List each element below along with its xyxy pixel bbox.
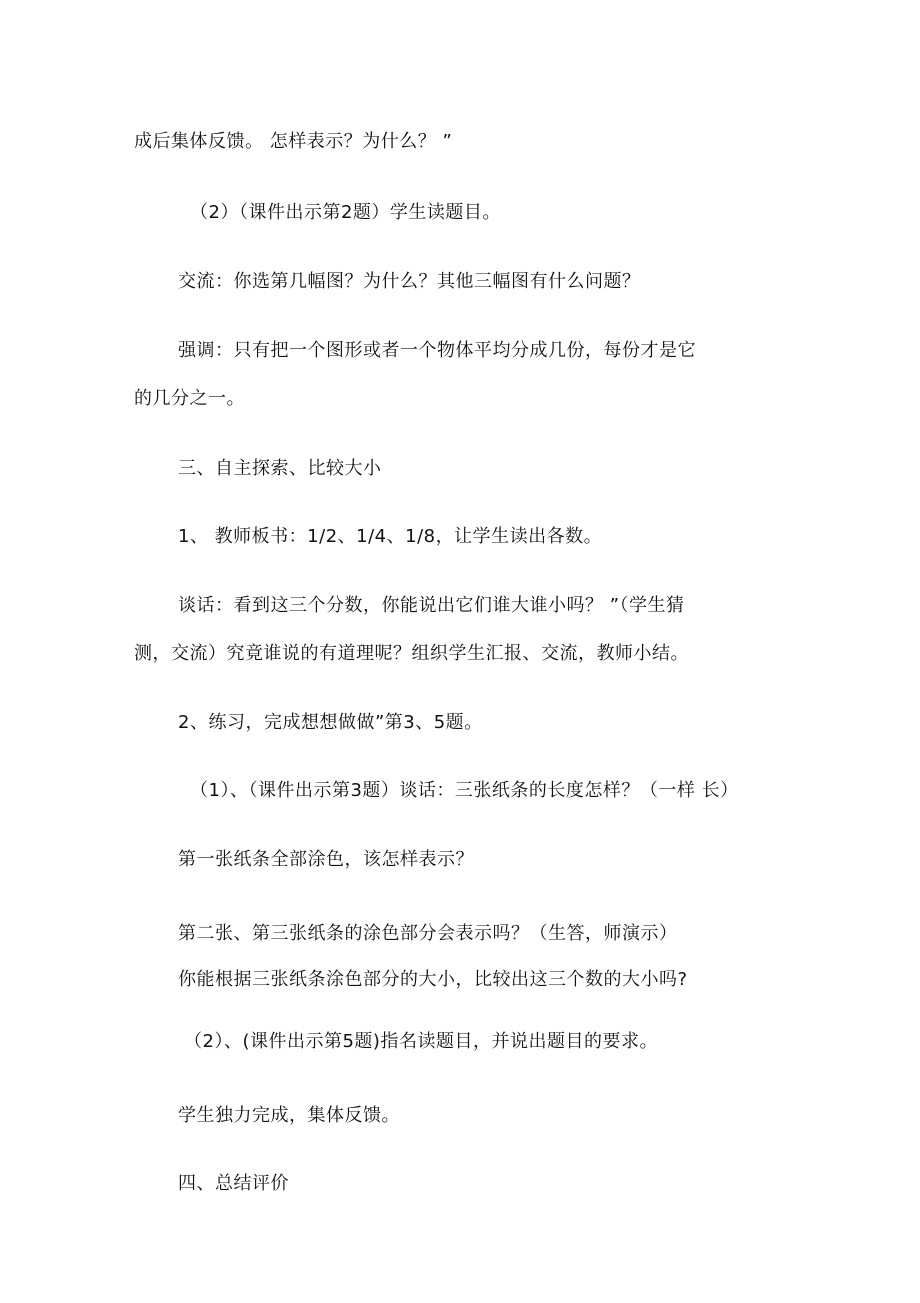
text-line-strip23: 第二张、第三张纸条的涂色部分会表示吗？（生答，师演示） xyxy=(178,923,678,944)
text-line-q1: （1）、（课件出示第3题）谈话：三张纸条的长度怎样？（一样 长） xyxy=(190,780,739,801)
text-line-q5: （2）、(课件出示第5题)指名读题目，并说出题目的要求。 xyxy=(184,1031,658,1052)
text-line-talk-cont: 测，交流）究竟谁说的有道理呢？组织学生汇报、交流，教师小结。 xyxy=(134,643,689,664)
section-heading-4: 四、总结评价 xyxy=(178,1173,289,1194)
text-line-independent: 学生独力完成，集体反馈。 xyxy=(178,1105,400,1126)
text-line-compare: 你能根据三张纸条涂色部分的大小，比较出这三个数的大小吗? xyxy=(178,969,688,990)
text-line-practice: 2、练习，完成想想做做”第3、5题。 xyxy=(178,712,483,733)
text-line-feedback: 成后集体反馈。 怎样表示？为什么？ ” xyxy=(134,131,453,152)
text-line-talk: 谈话：看到这三个分数，你能说出它们谁大谁小吗？ ”（学生猜 xyxy=(178,595,685,616)
section-heading-3: 三、自主探索、比较大小 xyxy=(178,458,382,479)
text-line-emphasis-cont: 的几分之一。 xyxy=(134,388,245,409)
text-line-board: 1、 教师板书：1/2、1/4、1/8，让学生读出各数。 xyxy=(178,526,603,547)
text-line-discuss: 交流：你选第几幅图？为什么？其他三幅图有什么问题？ xyxy=(178,271,641,292)
text-line-q2: （2）（课件出示第2题）学生读题目。 xyxy=(190,202,501,223)
text-line-emphasis: 强调：只有把一个图形或者一个物体平均分成几份，每份才是它 xyxy=(178,340,696,361)
text-line-strip1: 第一张纸条全部涂色，该怎样表示？ xyxy=(178,849,474,870)
